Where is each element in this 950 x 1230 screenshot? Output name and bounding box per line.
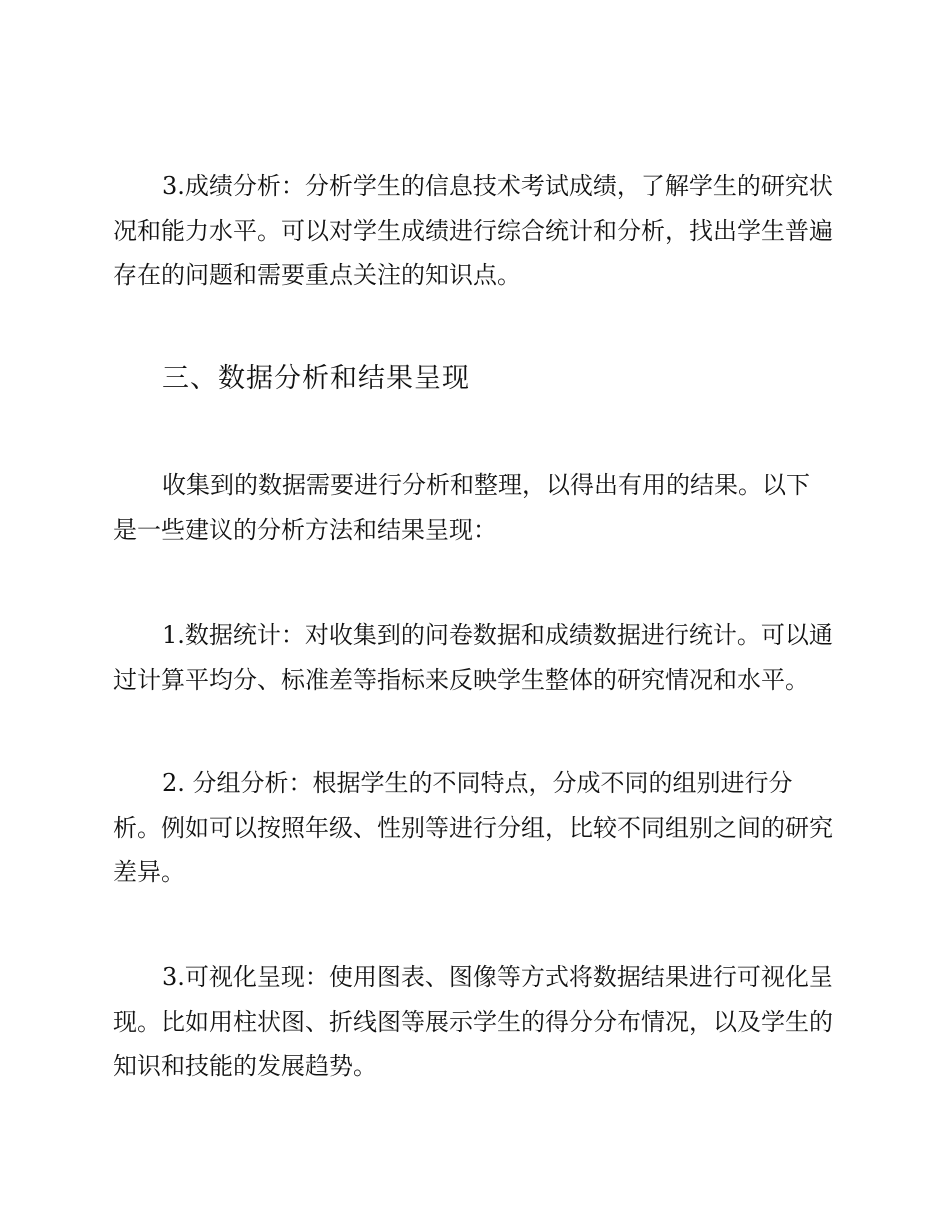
paragraph-visual-presentation: 3.可视化呈现：使用图表、图像等方式将数据结果进行可视化呈现。比如用柱状图、折线图等展示学生的得分分布情况，以及学生的知识和技能的发展趋势。 xyxy=(113,963,833,1080)
paragraph-data-statistics: 1.数据统计：对收集到的问卷数据和成绩数据进行统计。可以通过计算平均分、标准差等指标来反映学生整体的研究情况和水平。 xyxy=(113,621,833,694)
paragraph-intro-analysis-methods: 收集到的数据需要进行分析和整理，以得出有用的结果。以下是一些建议的分析方法和结果呈现： xyxy=(113,471,810,544)
paragraph-group-analysis: 2. 分组分析：根据学生的不同特点，分成不同的组别进行分析。例如可以按照年级、性别等进行分组，比较不同组别之间的研究差异。 xyxy=(113,769,833,886)
paragraph-score-analysis: 3.成绩分析：分析学生的信息技术考试成绩，了解学生的研究状况和能力水平。可以对学生成绩进行综合统计和分析，找出学生普遍存在的问题和需要重点关注的知识点。 xyxy=(113,172,833,289)
section-heading-data-analysis: 三、数据分析和结果呈现 xyxy=(162,363,470,394)
